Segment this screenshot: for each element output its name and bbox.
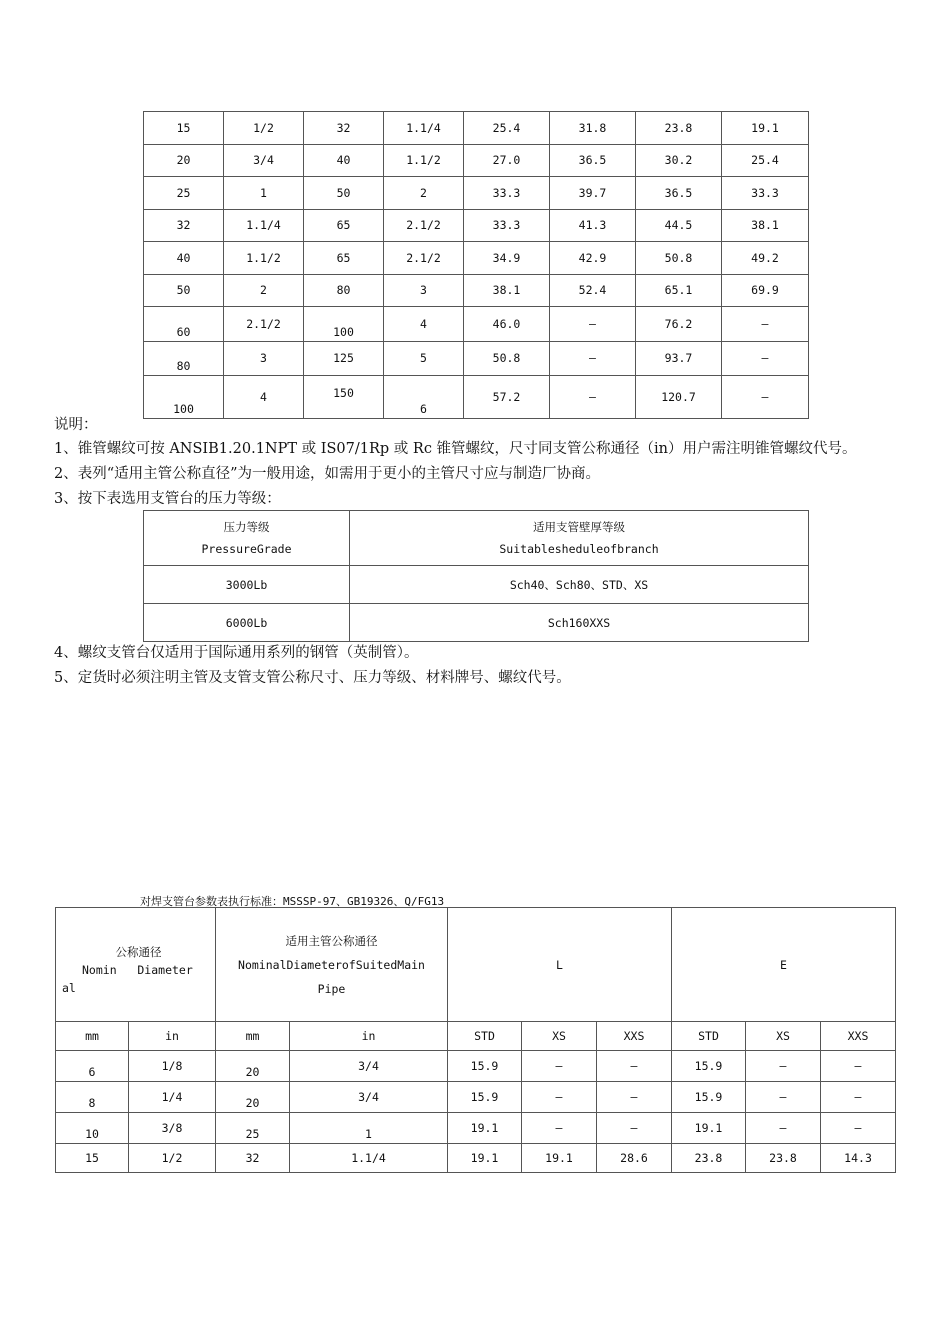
table-cell: 23.8 <box>746 1144 821 1173</box>
table-cell: 80 <box>304 274 384 307</box>
table-cell: 125 <box>304 341 384 376</box>
table-cell: 2.1/2 <box>224 307 304 342</box>
branch-schedule-header <box>350 511 809 566</box>
table-cell: 31.8 <box>550 112 636 145</box>
table-cell: 33.3 <box>464 209 550 242</box>
table-cell: 25.4 <box>464 112 550 145</box>
table-cell: 38.1 <box>464 274 550 307</box>
table-cell: 1.1/4 <box>290 1144 448 1173</box>
butt-weld-olet-table <box>55 907 896 1173</box>
table-cell: 32 <box>144 209 224 242</box>
table-cell: 65.1 <box>636 274 722 307</box>
pressure-grade-cell: 6000Lb <box>144 604 350 642</box>
table-cell: — <box>821 1113 896 1144</box>
table-cell: 2 <box>224 274 304 307</box>
nominal-diameter-header-en: Nomin Diameter <box>82 962 193 977</box>
table-cell: 14.3 <box>821 1144 896 1173</box>
pressure-grade-header-cn: 压力等级 <box>223 520 270 534</box>
main-pipe-header-cn: 适用主管公称通径 <box>285 933 378 948</box>
subheader-cell: XS <box>746 1022 821 1051</box>
table-cell: 34.9 <box>464 242 550 275</box>
table-row <box>56 1113 896 1144</box>
table-cell: — <box>821 1082 896 1113</box>
pressure-grade-cell: 3000Lb <box>144 566 350 604</box>
table-cell: 1/2 <box>129 1144 216 1173</box>
table-cell: 30.2 <box>636 144 722 177</box>
table-cell: 52.4 <box>550 274 636 307</box>
table-row <box>144 307 809 342</box>
table-cell: — <box>597 1113 672 1144</box>
table-cell: — <box>522 1051 597 1082</box>
table-cell: — <box>722 376 809 419</box>
table-row <box>56 1051 896 1082</box>
table-cell: 19.1 <box>448 1144 522 1173</box>
table-cell: 150 <box>304 376 384 419</box>
branch-schedule-cell: Sch160XXS <box>350 604 809 642</box>
table-cell: 3/4 <box>224 144 304 177</box>
table-cell: 1.1/2 <box>224 242 304 275</box>
table-cell: — <box>550 341 636 376</box>
table-cell: 2.1/2 <box>384 242 464 275</box>
table-cell: 23.8 <box>672 1144 746 1173</box>
note-1: 1、锥管螺纹可按 ANSIB1.20.1NPT 或 IS07/1Rp 或 Rc 锥管螺纹，尺寸同支管公称通径（in）用户需注明锥管螺纹代号。 <box>54 441 857 457</box>
table-cell: 3/4 <box>290 1082 448 1113</box>
subheader-cell: XXS <box>597 1022 672 1051</box>
nominal-diameter-header-en-wrap: al <box>62 980 76 995</box>
subheader-cell: STD <box>672 1022 746 1051</box>
table2-caption: 对焊支管台参数表执行标准：MSSSP-97、GB19326、Q/FG13 <box>140 895 445 908</box>
table-cell: 69.9 <box>722 274 809 307</box>
table-cell: 20 <box>216 1051 290 1082</box>
table-row <box>144 144 809 177</box>
subheader-cell: XXS <box>821 1022 896 1051</box>
table-cell: 3/4 <box>290 1051 448 1082</box>
table-cell: — <box>550 376 636 419</box>
subheader-cell: XS <box>522 1022 597 1051</box>
table-cell: 10 <box>56 1113 129 1144</box>
threaded-olet-table-body <box>144 112 809 419</box>
table-cell: 15.9 <box>448 1051 522 1082</box>
table-cell: 1 <box>290 1113 448 1144</box>
table-cell: 15 <box>144 112 224 145</box>
table-cell: 25.4 <box>722 144 809 177</box>
table-cell: — <box>746 1051 821 1082</box>
pressure-grade-header-en: PressureGrade <box>201 542 292 556</box>
table-cell: 19.1 <box>722 112 809 145</box>
table-cell: 60 <box>144 307 224 342</box>
table-cell: — <box>746 1113 821 1144</box>
table-cell: 4 <box>224 376 304 419</box>
nominal-diameter-header-cn: 公称通径 <box>115 944 162 959</box>
table-cell: — <box>722 307 809 342</box>
table-cell: 44.5 <box>636 209 722 242</box>
table-cell: 20 <box>144 144 224 177</box>
table-cell: 42.9 <box>550 242 636 275</box>
table-cell: 1.1/4 <box>224 209 304 242</box>
main-pipe-diameter-header <box>216 908 448 1022</box>
branch-schedule-cell: Sch40、Sch80、STD、XS <box>350 566 809 604</box>
table-cell: — <box>821 1051 896 1082</box>
table-cell: 40 <box>304 144 384 177</box>
table-cell: 50.8 <box>636 242 722 275</box>
table-row <box>144 177 809 210</box>
subheader-cell: STD <box>448 1022 522 1051</box>
table-cell: 15.9 <box>672 1082 746 1113</box>
table-cell: 40 <box>144 242 224 275</box>
table-cell: 5 <box>384 341 464 376</box>
table-cell: — <box>746 1082 821 1113</box>
note-5: 5、定货时必须注明主管及支管支管公称尺寸、压力等级、材料牌号、螺纹代号。 <box>54 670 571 686</box>
table-cell: 20 <box>216 1082 290 1113</box>
table-cell: 100 <box>304 307 384 342</box>
table-cell: 1 <box>224 177 304 210</box>
table-cell: 39.7 <box>550 177 636 210</box>
nominal-diameter-header <box>56 908 216 1022</box>
table-cell: 46.0 <box>464 307 550 342</box>
table-cell: 50 <box>144 274 224 307</box>
table-cell: 80 <box>144 341 224 376</box>
table-cell: 2 <box>384 177 464 210</box>
table-cell: — <box>722 341 809 376</box>
table-cell: — <box>522 1113 597 1144</box>
table-row <box>144 112 809 145</box>
table-cell: 6 <box>384 376 464 419</box>
table-cell: 8 <box>56 1082 129 1113</box>
table-cell: 120.7 <box>636 376 722 419</box>
table-cell: 1/2 <box>224 112 304 145</box>
table-cell: 65 <box>304 242 384 275</box>
table-cell: 27.0 <box>464 144 550 177</box>
butt-weld-olet-table-body <box>56 1051 896 1173</box>
pressure-grade-header <box>144 511 350 566</box>
table-cell: — <box>522 1082 597 1113</box>
table-row <box>144 376 809 419</box>
table-row <box>56 1082 896 1113</box>
table-cell: 25 <box>216 1113 290 1144</box>
table-cell: 3 <box>384 274 464 307</box>
table-cell: 36.5 <box>636 177 722 210</box>
branch-schedule-header-cn: 适用支管壁厚等级 <box>533 520 625 534</box>
table-cell: 6 <box>56 1051 129 1082</box>
subheader-cell: mm <box>216 1022 290 1051</box>
table-cell: 33.3 <box>464 177 550 210</box>
table2-subheader-row <box>56 1022 896 1051</box>
table-cell: 3 <box>224 341 304 376</box>
table-cell: 19.1 <box>672 1113 746 1144</box>
table-row <box>56 1144 896 1173</box>
note-4: 4、螺纹支管台仅适用于国际通用系列的钢管（英制管）。 <box>54 645 419 661</box>
table-cell: 65 <box>304 209 384 242</box>
note-3: 3、按下表选用支管台的压力等级： <box>54 491 281 507</box>
E-header: E <box>672 908 896 1022</box>
table-cell: 50.8 <box>464 341 550 376</box>
note-2: 2、表列“适用主管公称直径”为一般用途，如需用于更小的主管尺寸应与制造厂协商。 <box>54 466 601 482</box>
table-cell: 36.5 <box>550 144 636 177</box>
table-cell: — <box>597 1051 672 1082</box>
table-cell: 19.1 <box>522 1144 597 1173</box>
table-cell: 19.1 <box>448 1113 522 1144</box>
table-cell: 32 <box>216 1144 290 1173</box>
table-cell: 93.7 <box>636 341 722 376</box>
subheader-cell: in <box>129 1022 216 1051</box>
table-cell: 1.1/2 <box>384 144 464 177</box>
table-cell: 50 <box>304 177 384 210</box>
table-cell: 3/8 <box>129 1113 216 1144</box>
table-cell: 76.2 <box>636 307 722 342</box>
table-cell: 33.3 <box>722 177 809 210</box>
subheader-cell: in <box>290 1022 448 1051</box>
table-cell: 2.1/2 <box>384 209 464 242</box>
pressure-grade-table <box>143 510 809 642</box>
table-cell: 49.2 <box>722 242 809 275</box>
table-cell: 1/8 <box>129 1051 216 1082</box>
table-row <box>144 242 809 275</box>
table-cell: 15 <box>56 1144 129 1173</box>
table-row <box>144 209 809 242</box>
table-cell: 25 <box>144 177 224 210</box>
notes-title: 说明： <box>54 417 98 433</box>
L-header: L <box>448 908 672 1022</box>
table-row <box>144 274 809 307</box>
table-cell: 41.3 <box>550 209 636 242</box>
table-cell: — <box>550 307 636 342</box>
threaded-olet-table <box>143 111 809 419</box>
table-cell: — <box>597 1082 672 1113</box>
table-cell: 15.9 <box>448 1082 522 1113</box>
table-cell: 38.1 <box>722 209 809 242</box>
table-cell: 32 <box>304 112 384 145</box>
table-cell: 57.2 <box>464 376 550 419</box>
subheader-cell: mm <box>56 1022 129 1051</box>
table-cell: 1.1/4 <box>384 112 464 145</box>
table-cell: 23.8 <box>636 112 722 145</box>
table-cell: 1/4 <box>129 1082 216 1113</box>
table-row <box>144 341 809 376</box>
table-cell: 15.9 <box>672 1051 746 1082</box>
branch-schedule-header-en: Suitablesheduleofbranch <box>499 542 659 556</box>
table-cell: 4 <box>384 307 464 342</box>
table-cell: 100 <box>144 376 224 419</box>
table-cell: 28.6 <box>597 1144 672 1173</box>
main-pipe-header-en-wrap: Pipe <box>317 981 346 996</box>
main-pipe-header-en: NominalDiameterofSuitedMain <box>238 957 425 972</box>
